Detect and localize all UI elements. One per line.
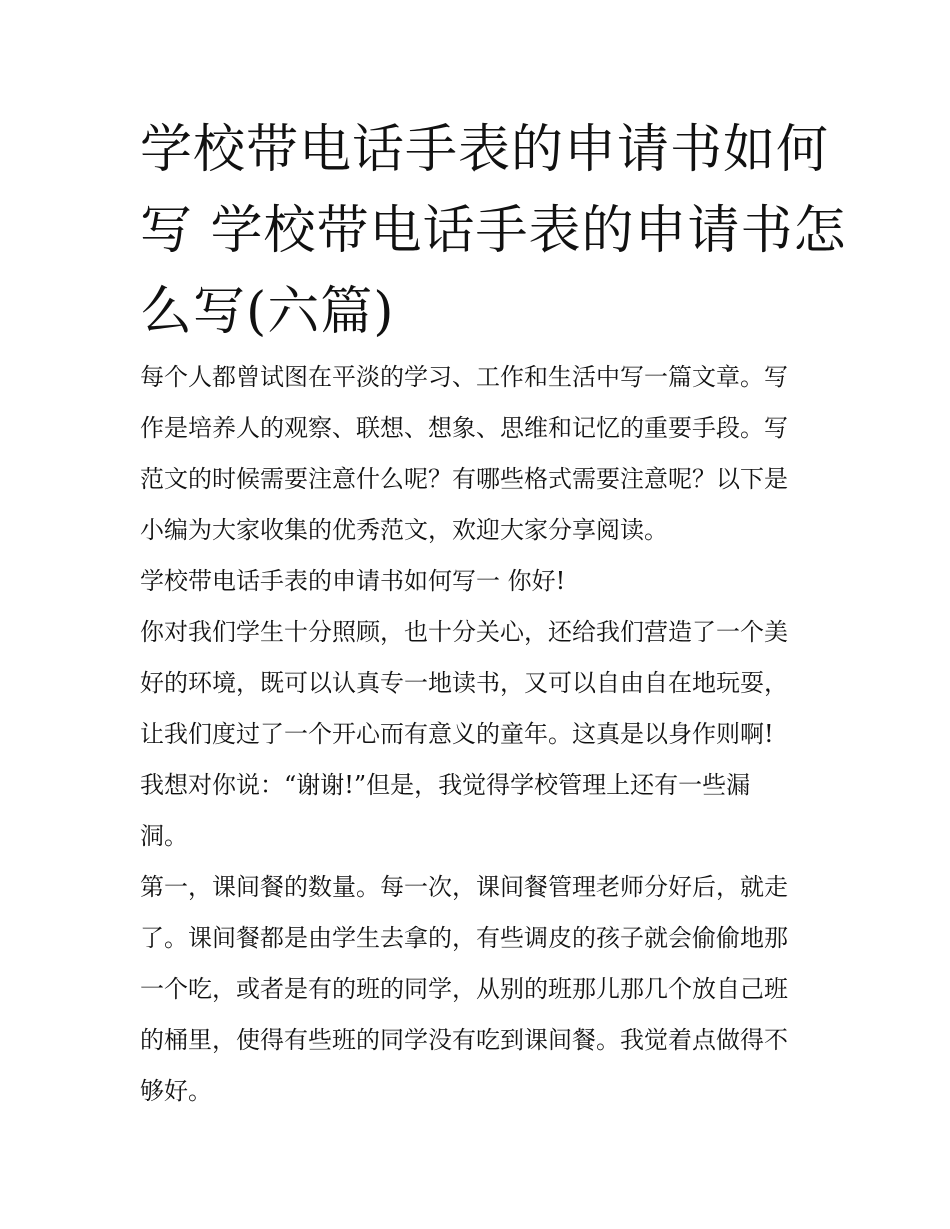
title-line: 么写(六篇): [140, 282, 395, 342]
title-line: 写 学校带电话手表的申请书怎: [140, 201, 847, 261]
body-line: 每个人都曾试图在平淡的学习、工作和生活中写一篇文章。写: [140, 363, 788, 391]
body-line: 好的环境，既可以认真专一地读书，又可以自由自在地玩耍，: [140, 669, 788, 697]
body-line: 作是培养人的观察、联想、想象、思维和记忆的重要手段。写: [140, 414, 788, 442]
document-body: [140, 352, 820, 1117]
body-line: 范文的时候需要注意什么呢？有哪些格式需要注意呢？以下是: [140, 465, 788, 493]
body-line: 小编为大家收集的优秀范文，欢迎大家分享阅读。: [140, 516, 668, 544]
section-heading-line: 学校带电话手表的申请书如何写一 你好!: [140, 567, 566, 595]
document-title: [140, 110, 847, 353]
body-line: 我想对你说：“谢谢!”但是，我觉得学校管理上还有一些漏: [140, 771, 751, 799]
body-line: 了。课间餐都是由学生去拿的，有些调皮的孩子就会偷偷地那: [140, 924, 788, 952]
title-line: 学校带电话手表的申请书如何: [140, 120, 830, 180]
body-line: 你对我们学生十分照顾，也十分关心，还给我们营造了一个美: [140, 618, 788, 646]
body-line: 够好。: [140, 1077, 212, 1105]
body-line: 一个吃，或者是有的班的同学，从别的班那儿那几个放自己班: [140, 975, 788, 1003]
body-line: 洞。: [140, 822, 188, 850]
body-line: 让我们度过了一个开心而有意义的童年。这真是以身作则啊!: [140, 720, 774, 748]
body-line: 第一，课间餐的数量。每一次，课间餐管理老师分好后，就走: [140, 873, 788, 901]
body-line: 的桶里，使得有些班的同学没有吃到课间餐。我觉着点做得不: [140, 1026, 788, 1054]
